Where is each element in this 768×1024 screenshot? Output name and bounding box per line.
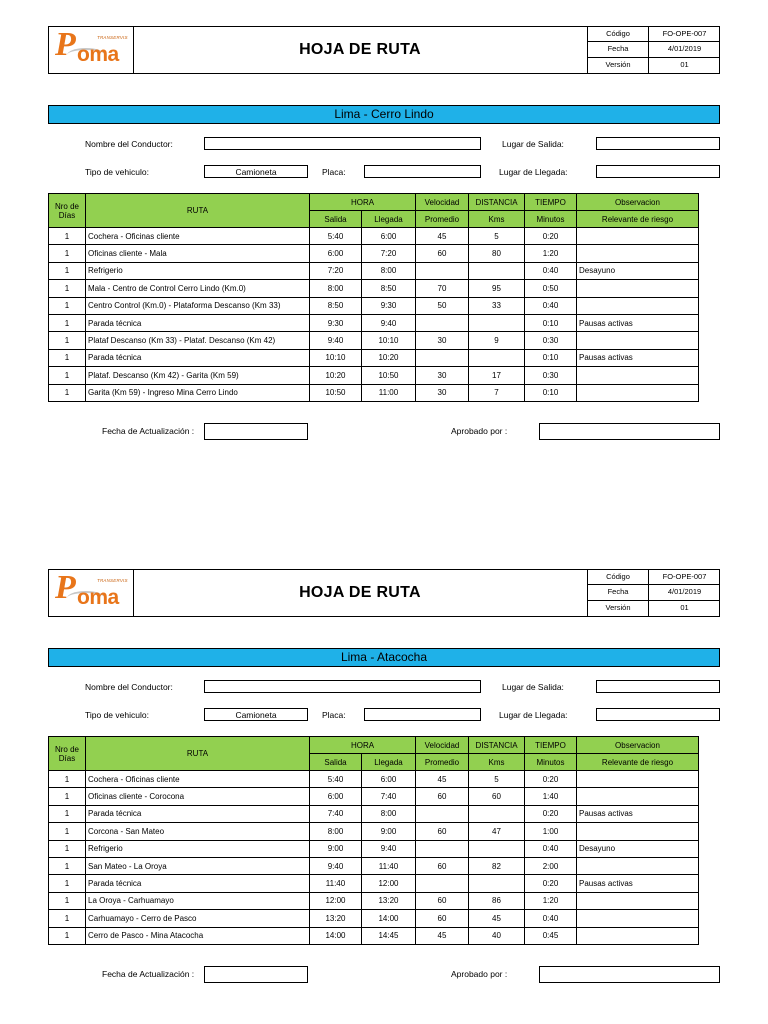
table-row	[49, 892, 699, 909]
row-day: 1	[49, 857, 86, 874]
row-route: San Mateo - La Oroya	[86, 857, 310, 874]
col-minutos: Minutos	[525, 754, 577, 771]
departure-label: Lugar de Salida:	[502, 682, 564, 692]
row-kms: 82	[469, 857, 525, 874]
row-llegada: 7:40	[362, 788, 416, 805]
row-kms: 7	[469, 384, 525, 401]
row-minutos: 1:40	[525, 788, 577, 805]
row-day: 1	[49, 771, 86, 788]
row-route: Parada técnica	[86, 349, 310, 366]
row-kms: 9	[469, 332, 525, 349]
row-llegada: 9:30	[362, 297, 416, 314]
col-promedio: Promedio	[416, 754, 469, 771]
meta-key: Fecha	[588, 585, 649, 599]
row-velocidad	[416, 262, 469, 279]
col-distancia: DISTANCIA	[469, 737, 525, 754]
row-velocidad: 30	[416, 367, 469, 384]
departure-field[interactable]	[596, 137, 720, 150]
document-meta	[587, 570, 720, 616]
document-title: HOJA DE RUTA	[299, 584, 421, 601]
row-minutos: 0:20	[525, 228, 577, 245]
row-velocidad: 45	[416, 228, 469, 245]
row-llegada: 8:00	[362, 805, 416, 822]
row-observacion	[577, 367, 699, 384]
plate-label: Placa:	[322, 167, 346, 177]
row-salida: 8:00	[310, 823, 362, 840]
row-llegada: 10:10	[362, 332, 416, 349]
row-velocidad: 45	[416, 927, 469, 944]
updated-label: Fecha de Actualización :	[102, 969, 195, 979]
approved-label: Aprobado por :	[451, 426, 508, 436]
meta-value: FO-OPE-007	[662, 29, 707, 38]
row-day: 1	[49, 228, 86, 245]
row-observacion: Desayuno	[577, 840, 699, 857]
table-row	[49, 332, 699, 349]
table-row	[49, 823, 699, 840]
row-salida: 12:00	[310, 892, 362, 909]
vehicle-type-label: Tipo de vehiculo:	[85, 167, 149, 177]
row-day: 1	[49, 788, 86, 805]
updated-field[interactable]	[204, 423, 308, 440]
row-observacion: Desayuno	[577, 262, 699, 279]
logo-subtitle: TRANSERVIS	[97, 578, 128, 583]
row-velocidad: 70	[416, 280, 469, 297]
row-observacion	[577, 771, 699, 788]
row-velocidad: 30	[416, 384, 469, 401]
meta-key: Versión	[588, 58, 649, 73]
row-route: La Oroya - Carhuamayo	[86, 892, 310, 909]
document-meta	[587, 27, 720, 73]
row-route: Oficinas cliente - Mala	[86, 245, 310, 262]
table-row	[49, 280, 699, 297]
route-title: Lima - Cerro Lindo	[48, 105, 720, 124]
row-salida: 7:40	[310, 805, 362, 822]
driver-field[interactable]	[204, 680, 481, 693]
row-route: Mala - Centro de Control Cerro Lindo (Km.0)	[86, 280, 310, 297]
row-observacion	[577, 910, 699, 927]
form-header	[48, 569, 720, 617]
row-observacion	[577, 228, 699, 245]
row-minutos: 0:10	[525, 384, 577, 401]
row-salida: 14:00	[310, 927, 362, 944]
table-row	[49, 314, 699, 331]
row-llegada: 10:50	[362, 367, 416, 384]
col-observacion: Observacion	[577, 737, 699, 754]
row-llegada: 14:00	[362, 910, 416, 927]
meta-row-date	[588, 585, 720, 600]
row-salida: 9:40	[310, 857, 362, 874]
row-day: 1	[49, 892, 86, 909]
document-title: HOJA DE RUTA	[299, 41, 421, 58]
row-kms	[469, 349, 525, 366]
vehicle-type-field[interactable]: Camioneta	[204, 708, 308, 721]
row-salida: 9:40	[310, 332, 362, 349]
logo-subtitle: TRANSERVIS	[97, 35, 128, 40]
row-kms: 40	[469, 927, 525, 944]
meta-value: 4/01/2019	[667, 587, 702, 597]
table-row	[49, 384, 699, 401]
row-route: Garita (Km 59) - Ingreso Mina Cerro Lindo	[86, 384, 310, 401]
row-observacion	[577, 280, 699, 297]
row-day: 1	[49, 245, 86, 262]
col-relevante: Relevante de riesgo	[577, 211, 699, 228]
vehicle-type-label: Tipo de vehiculo:	[85, 710, 149, 720]
meta-row-code	[588, 570, 720, 585]
approved-field[interactable]	[539, 966, 720, 983]
row-salida: 10:20	[310, 367, 362, 384]
arrival-label: Lugar de Llegada:	[499, 710, 568, 720]
row-velocidad	[416, 805, 469, 822]
row-minutos: 1:20	[525, 892, 577, 909]
meta-key: Código	[588, 27, 649, 41]
row-minutos: 0:20	[525, 771, 577, 788]
logo-text: oma	[77, 43, 119, 66]
row-day: 1	[49, 297, 86, 314]
meta-value: 01	[680, 59, 689, 69]
plate-label: Placa:	[322, 710, 346, 720]
route-table	[48, 193, 699, 402]
row-salida: 9:30	[310, 314, 362, 331]
col-promedio: Promedio	[416, 211, 469, 228]
row-kms: 60	[469, 788, 525, 805]
row-route: Parada técnica	[86, 805, 310, 822]
col-minutos: Minutos	[525, 211, 577, 228]
col-llegada: Llegada	[362, 754, 416, 771]
row-route: Oficinas cliente - Corocona	[86, 788, 310, 805]
row-kms	[469, 314, 525, 331]
col-hora: HORA	[310, 737, 416, 754]
row-day: 1	[49, 840, 86, 857]
updated-label: Fecha de Actualización :	[102, 426, 195, 436]
row-kms: 33	[469, 297, 525, 314]
col-salida: Salida	[310, 754, 362, 771]
table-row	[49, 349, 699, 366]
row-velocidad: 60	[416, 910, 469, 927]
driver-label: Nombre del Conductor:	[85, 139, 173, 149]
logo-text: oma	[77, 586, 119, 609]
meta-key: Código	[588, 570, 649, 584]
row-route: Parada técnica	[86, 314, 310, 331]
row-llegada: 8:50	[362, 280, 416, 297]
row-day: 1	[49, 349, 86, 366]
row-observacion	[577, 788, 699, 805]
row-velocidad: 60	[416, 245, 469, 262]
row-day: 1	[49, 927, 86, 944]
row-minutos: 2:00	[525, 857, 577, 874]
table-row	[49, 910, 699, 927]
col-kms: Kms	[469, 211, 525, 228]
row-velocidad: 60	[416, 788, 469, 805]
col-relevante: Relevante de riesgo	[577, 754, 699, 771]
row-salida: 6:00	[310, 245, 362, 262]
row-velocidad: 60	[416, 892, 469, 909]
meta-key: Versión	[588, 601, 649, 616]
col-velocidad: Velocidad	[416, 194, 469, 211]
row-minutos: 0:40	[525, 910, 577, 927]
arrival-field[interactable]	[596, 165, 720, 178]
row-velocidad	[416, 875, 469, 892]
row-route: Refrigerio	[86, 840, 310, 857]
row-llegada: 8:00	[362, 262, 416, 279]
row-llegada: 9:40	[362, 314, 416, 331]
col-route: RUTA	[86, 737, 310, 771]
table-row	[49, 857, 699, 874]
row-llegada: 6:00	[362, 771, 416, 788]
row-observacion	[577, 892, 699, 909]
row-minutos: 0:20	[525, 805, 577, 822]
row-route: Corcona - San Mateo	[86, 823, 310, 840]
route-sheet-atacocha	[48, 569, 720, 1024]
departure-label: Lugar de Salida:	[502, 139, 564, 149]
col-tiempo: TIEMPO	[525, 194, 577, 211]
col-days: Nro de Días	[49, 194, 86, 228]
updated-field[interactable]	[204, 966, 308, 983]
row-day: 1	[49, 875, 86, 892]
row-velocidad: 60	[416, 823, 469, 840]
row-day: 1	[49, 367, 86, 384]
table-row	[49, 262, 699, 279]
row-route: Cochera - Oficinas cliente	[86, 228, 310, 245]
row-route: Plataf. Descanso (Km 42) - Garita (Km 59)	[86, 367, 310, 384]
row-salida: 5:40	[310, 771, 362, 788]
company-logo	[55, 26, 131, 70]
row-llegada: 11:00	[362, 384, 416, 401]
table-row	[49, 805, 699, 822]
row-day: 1	[49, 280, 86, 297]
row-salida: 13:20	[310, 910, 362, 927]
row-kms: 86	[469, 892, 525, 909]
row-route: Plataf Descanso (Km 33) - Plataf. Descanso (Km 42)	[86, 332, 310, 349]
row-llegada: 10:20	[362, 349, 416, 366]
row-llegada: 12:00	[362, 875, 416, 892]
meta-value: 4/01/2019	[667, 44, 702, 54]
row-velocidad	[416, 349, 469, 366]
col-velocidad: Velocidad	[416, 737, 469, 754]
meta-row-date	[588, 42, 720, 57]
arrival-label: Lugar de Llegada:	[499, 167, 568, 177]
row-day: 1	[49, 332, 86, 349]
meta-row-version	[588, 58, 720, 73]
row-minutos: 0:40	[525, 297, 577, 314]
col-kms: Kms	[469, 754, 525, 771]
route-sheet-cerro-lindo	[48, 26, 720, 481]
col-salida: Salida	[310, 211, 362, 228]
row-observacion	[577, 297, 699, 314]
company-logo	[55, 569, 131, 613]
table-row	[49, 788, 699, 805]
row-day: 1	[49, 314, 86, 331]
row-minutos: 0:10	[525, 349, 577, 366]
plate-field[interactable]	[364, 165, 481, 178]
row-observacion	[577, 245, 699, 262]
row-salida: 8:50	[310, 297, 362, 314]
row-salida: 6:00	[310, 788, 362, 805]
row-velocidad: 50	[416, 297, 469, 314]
table-row	[49, 297, 699, 314]
row-llegada: 14:45	[362, 927, 416, 944]
row-observacion	[577, 927, 699, 944]
row-day: 1	[49, 823, 86, 840]
meta-row-code	[588, 27, 720, 42]
row-salida: 5:40	[310, 228, 362, 245]
route-rows	[49, 771, 699, 945]
row-minutos: 0:30	[525, 367, 577, 384]
route-rows	[49, 228, 699, 402]
meta-value: FO-OPE-007	[662, 572, 707, 581]
row-route: Parada técnica	[86, 875, 310, 892]
row-minutos: 0:20	[525, 875, 577, 892]
row-minutos: 0:45	[525, 927, 577, 944]
table-row	[49, 245, 699, 262]
row-observacion: Pausas activas	[577, 805, 699, 822]
row-llegada: 7:20	[362, 245, 416, 262]
row-salida: 10:50	[310, 384, 362, 401]
row-kms	[469, 805, 525, 822]
route-table	[48, 736, 699, 945]
col-hora: HORA	[310, 194, 416, 211]
row-minutos: 1:00	[525, 823, 577, 840]
row-velocidad	[416, 314, 469, 331]
row-kms: 5	[469, 228, 525, 245]
row-observacion	[577, 384, 699, 401]
row-minutos: 0:50	[525, 280, 577, 297]
meta-row-version	[588, 601, 720, 616]
approved-label: Aprobado por :	[451, 969, 508, 979]
row-salida: 11:40	[310, 875, 362, 892]
row-kms: 45	[469, 910, 525, 927]
row-day: 1	[49, 262, 86, 279]
col-observacion: Observacion	[577, 194, 699, 211]
row-observacion: Pausas activas	[577, 314, 699, 331]
logo-cell	[49, 27, 134, 73]
row-salida: 7:20	[310, 262, 362, 279]
arrival-field[interactable]	[596, 708, 720, 721]
col-distancia: DISTANCIA	[469, 194, 525, 211]
row-kms	[469, 875, 525, 892]
table-row	[49, 367, 699, 384]
row-salida: 10:10	[310, 349, 362, 366]
table-row	[49, 840, 699, 857]
row-llegada: 6:00	[362, 228, 416, 245]
col-llegada: Llegada	[362, 211, 416, 228]
row-day: 1	[49, 384, 86, 401]
row-minutos: 0:40	[525, 262, 577, 279]
row-salida: 9:00	[310, 840, 362, 857]
meta-key: Fecha	[588, 42, 649, 56]
row-route: Refrigerio	[86, 262, 310, 279]
row-kms: 47	[469, 823, 525, 840]
form-header	[48, 26, 720, 74]
row-minutos: 1:20	[525, 245, 577, 262]
route-title: Lima - Atacocha	[48, 648, 720, 667]
row-observacion	[577, 857, 699, 874]
row-minutos: 0:30	[525, 332, 577, 349]
table-row	[49, 228, 699, 245]
row-velocidad: 45	[416, 771, 469, 788]
col-days: Nro de Días	[49, 737, 86, 771]
row-llegada: 13:20	[362, 892, 416, 909]
meta-value: 01	[680, 602, 689, 612]
row-minutos: 0:10	[525, 314, 577, 331]
row-kms: 95	[469, 280, 525, 297]
table-row	[49, 875, 699, 892]
driver-label: Nombre del Conductor:	[85, 682, 173, 692]
row-velocidad: 30	[416, 332, 469, 349]
row-route: Cochera - Oficinas cliente	[86, 771, 310, 788]
row-salida: 8:00	[310, 280, 362, 297]
row-llegada: 11:40	[362, 857, 416, 874]
approved-field[interactable]	[539, 423, 720, 440]
row-route: Carhuamayo - Cerro de Pasco	[86, 910, 310, 927]
row-observacion	[577, 823, 699, 840]
row-observacion	[577, 332, 699, 349]
row-route: Cerro de Pasco - Mina Atacocha	[86, 927, 310, 944]
col-route: RUTA	[86, 194, 310, 228]
row-day: 1	[49, 910, 86, 927]
departure-field[interactable]	[596, 680, 720, 693]
row-route: Centro Control (Km.0) - Plataforma Descanso (Km 33)	[86, 297, 310, 314]
row-llegada: 9:40	[362, 840, 416, 857]
table-row	[49, 927, 699, 944]
logo-letter: P	[55, 26, 76, 63]
row-kms: 80	[469, 245, 525, 262]
table-row	[49, 771, 699, 788]
row-velocidad	[416, 840, 469, 857]
driver-field[interactable]	[204, 137, 481, 150]
row-minutos: 0:40	[525, 840, 577, 857]
row-kms	[469, 262, 525, 279]
plate-field[interactable]	[364, 708, 481, 721]
vehicle-type-field[interactable]: Camioneta	[204, 165, 308, 178]
row-llegada: 9:00	[362, 823, 416, 840]
logo-letter: P	[55, 569, 76, 606]
row-kms	[469, 840, 525, 857]
row-observacion: Pausas activas	[577, 349, 699, 366]
row-kms: 5	[469, 771, 525, 788]
logo-cell	[49, 570, 134, 616]
row-kms: 17	[469, 367, 525, 384]
row-velocidad: 60	[416, 857, 469, 874]
row-observacion: Pausas activas	[577, 875, 699, 892]
col-tiempo: TIEMPO	[525, 737, 577, 754]
row-day: 1	[49, 805, 86, 822]
